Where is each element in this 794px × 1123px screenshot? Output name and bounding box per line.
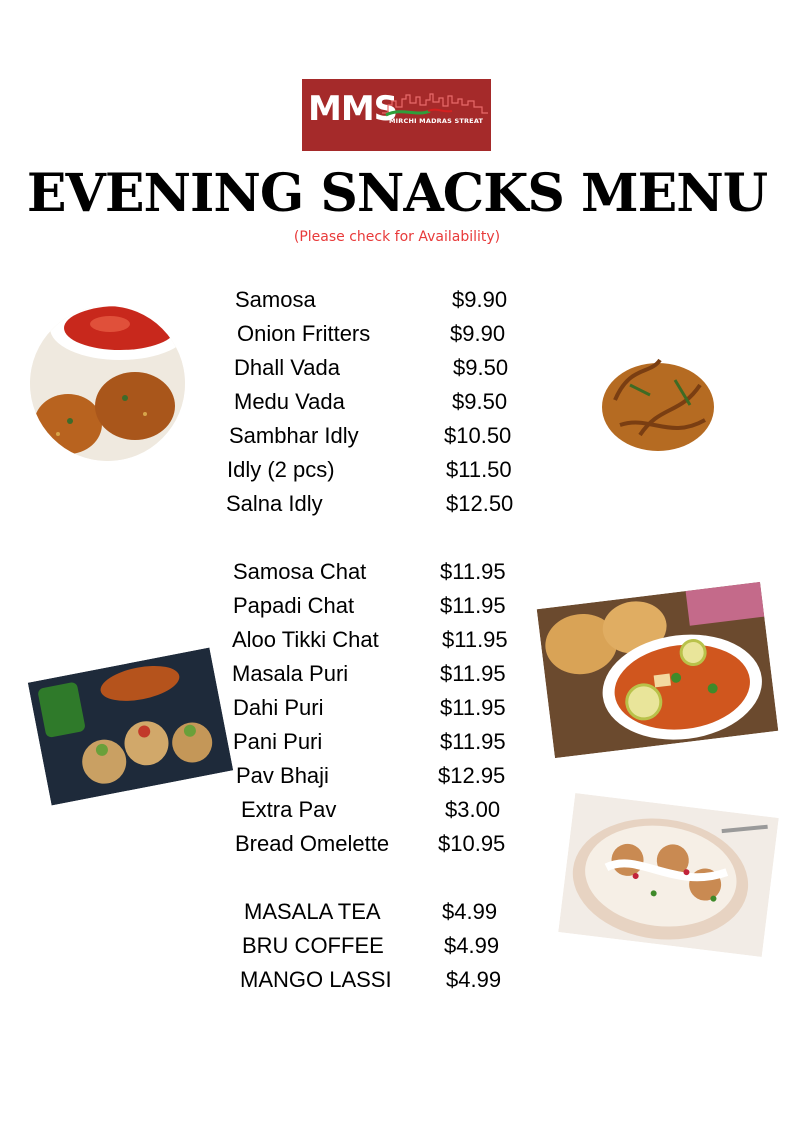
- item-price: $11.95: [442, 627, 508, 652]
- item-name: Idly (2 pcs): [227, 457, 335, 482]
- item-price: $4.99: [444, 933, 500, 958]
- item-name: Salna Idly: [226, 491, 323, 516]
- item-name: Papadi Chat: [233, 593, 355, 618]
- item-name: Samosa: [235, 287, 316, 312]
- item-name: Onion Fritters: [237, 321, 371, 346]
- logo-initials: MMS: [308, 89, 398, 129]
- item-name: Sambhar Idly: [229, 423, 359, 448]
- item-price: $11.95: [440, 729, 506, 754]
- item-name: BRU COFFEE: [242, 933, 384, 958]
- item-name: Pani Puri: [233, 729, 323, 754]
- onion-fritters-photo: [590, 345, 725, 465]
- item-price: $11.50: [446, 457, 512, 482]
- vada-photo: [30, 306, 185, 461]
- item-name: Aloo Tikki Chat: [232, 627, 379, 652]
- item-name: Medu Vada: [234, 389, 345, 414]
- item-price: $11.95: [440, 593, 506, 618]
- item-price: $4.99: [446, 967, 502, 992]
- item-price: $10.50: [444, 423, 512, 448]
- item-price: $12.95: [438, 763, 506, 788]
- item-name: Bread Omelette: [235, 831, 390, 856]
- item-name: MASALA TEA: [244, 899, 381, 924]
- chaat-photo: [558, 793, 779, 957]
- item-name: MANGO LASSI: [240, 967, 392, 992]
- item-price: $9.50: [453, 355, 509, 380]
- item-price: $10.95: [438, 831, 506, 856]
- brand-logo: [302, 79, 491, 151]
- availability-note: (Please check for Availability): [293, 229, 501, 245]
- item-price: $12.50: [446, 491, 514, 516]
- item-price: $4.99: [442, 899, 498, 924]
- logo-brand-name: MIRCHI MADRAS STREAT: [389, 117, 484, 125]
- item-price: $11.95: [440, 559, 506, 584]
- item-name: Masala Puri: [232, 661, 349, 686]
- item-price: $9.90: [450, 321, 506, 346]
- item-price: $9.90: [452, 287, 508, 312]
- pav-bhaji-photo: [537, 582, 779, 758]
- item-price: $3.00: [445, 797, 501, 822]
- item-name: Dhall Vada: [234, 355, 340, 380]
- page-title: EVENING SNACKS MENU: [26, 163, 768, 224]
- item-name: Dahi Puri: [233, 695, 324, 720]
- pani-puri-photo: [28, 647, 233, 805]
- item-price: $11.95: [440, 661, 506, 686]
- item-name: Extra Pav: [241, 797, 337, 822]
- city-skyline-icon: [382, 91, 488, 117]
- item-price: $9.50: [452, 389, 508, 414]
- item-name: Pav Bhaji: [236, 763, 329, 788]
- item-price: $11.95: [440, 695, 506, 720]
- item-name: Samosa Chat: [233, 559, 367, 584]
